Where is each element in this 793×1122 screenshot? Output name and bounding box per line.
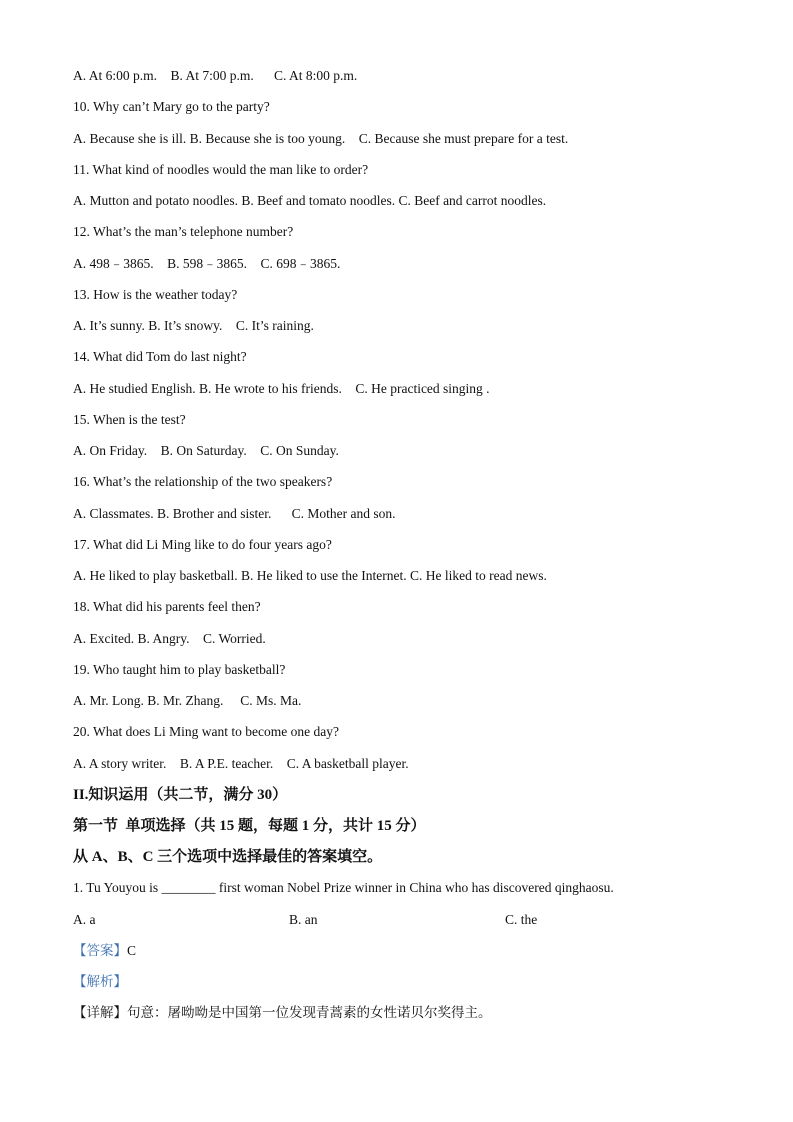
q10-options: A. Because she is ill. B. Because she is too young. C. Because she must prepare for a test.	[73, 131, 569, 146]
q9-options: A. At 6:00 p.m. B. At 7:00 p.m. C. At 8:00 p.m.	[73, 68, 358, 83]
q12-question: 12. What’s the man’s telephone number?	[73, 224, 294, 239]
detail-line	[73, 1004, 492, 1022]
part-heading: 第一节 单项选择（共 15 题，每题 1 分，共计 15 分）	[73, 818, 426, 834]
answer-tag: 【答案】	[73, 943, 127, 958]
detail-text: 句意：屠呦呦是中国第一位发现青蒿素的女性诺贝尔奖得主。	[127, 1005, 492, 1020]
q16-options: A. Classmates. B. Brother and sister. C. Mother and son.	[73, 506, 396, 521]
q17-options: A. He liked to play basketball. B. He liked to use the Internet. C. He liked to read news.	[73, 568, 547, 583]
q14-options: A. He studied English. B. He wrote to his friends. C. He practiced singing .	[73, 381, 490, 396]
q11-question: 11. What kind of noodles would the man like to order?	[73, 162, 369, 177]
q11-options: A. Mutton and potato noodles. B. Beef and tomato noodles. C. Beef and carrot noodles.	[73, 193, 547, 208]
q16-question: 16. What’s the relationship of the two speakers?	[73, 474, 333, 489]
q18-question: 18. What did his parents feel then?	[73, 599, 261, 614]
q13-options: A. It’s sunny. B. It’s snowy. C. It’s raining.	[73, 318, 314, 333]
q20-options: A. A story writer. B. A P.E. teacher. C. A basketball player.	[73, 756, 409, 771]
mc1-question: 1. Tu Youyou is ________ first woman Nobel Prize winner in China who has discovered qinghaosu.	[73, 880, 614, 895]
q13-question: 13. How is the weather today?	[73, 287, 238, 302]
q12-options: A. 498﹣3865. B. 598﹣3865. C. 698﹣3865.	[73, 256, 341, 271]
mc1-option-b: B. an	[289, 912, 318, 927]
section-heading: II.知识运用（共二节，满分 30）	[73, 787, 288, 803]
q18-options: A. Excited. B. Angry. C. Worried.	[73, 631, 266, 646]
answer-value: C	[127, 943, 137, 958]
q15-question: 15. When is the test?	[73, 412, 186, 427]
q20-question: 20. What does Li Ming want to become one day?	[73, 724, 339, 739]
q17-question: 17. What did Li Ming like to do four years ago?	[73, 537, 332, 552]
q10-question: 10. Why can’t Mary go to the party?	[73, 99, 270, 114]
mc1-option-c: C. the	[505, 912, 538, 927]
instruction-heading: 从 A、B、C 三个选项中选择最佳的答案填空。	[73, 849, 383, 865]
detail-tag: 【详解】	[73, 1005, 127, 1020]
answer-line	[73, 942, 136, 960]
q15-options: A. On Friday. B. On Saturday. C. On Sunday.	[73, 443, 339, 458]
mc1-option-a: A. a	[73, 912, 96, 927]
analysis-tag: 【解析】	[73, 974, 127, 989]
q14-question: 14. What did Tom do last night?	[73, 349, 247, 364]
q19-question: 19. Who taught him to play basketball?	[73, 662, 286, 677]
q19-options: A. Mr. Long. B. Mr. Zhang. C. Ms. Ma.	[73, 693, 302, 708]
